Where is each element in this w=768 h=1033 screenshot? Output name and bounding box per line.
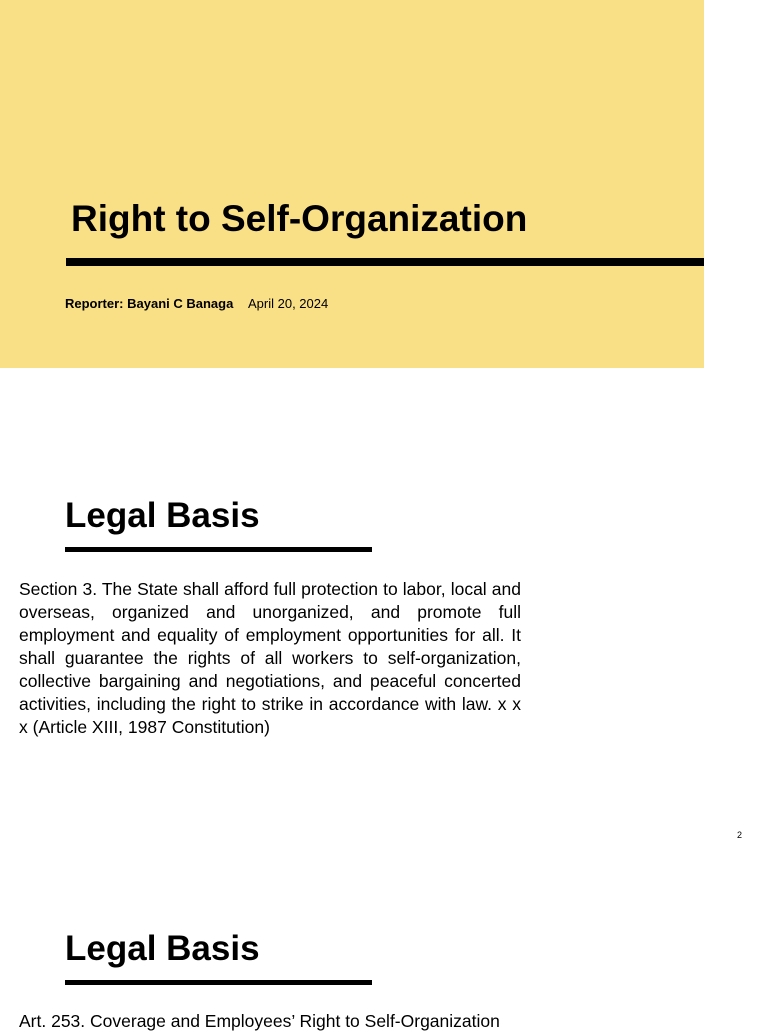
reporter-name: Reporter: Bayani C Banaga xyxy=(65,296,234,311)
section-heading: Legal Basis xyxy=(65,496,260,535)
heading-divider xyxy=(65,980,372,985)
slide-title: Right to Self-Organization xyxy=(71,198,528,239)
page-number: 2 xyxy=(737,830,743,840)
heading-divider xyxy=(65,547,372,552)
constitution-excerpt: Section 3. The State shall afford full protection to labor, local and overseas, organized and unorganized, and promote full employment and equality of employment opportunities for all. It shall guarantee the rights of all workers to self-organization, collective bargaining and negotiations, and peaceful concerted activities, including the right to strike in accordance with law. x x x (Article XIII, 1987 Constitution) xyxy=(19,579,521,737)
section-heading: Legal Basis xyxy=(65,929,260,968)
presentation-date: April 20, 2024 xyxy=(248,296,329,311)
title-divider xyxy=(66,258,704,266)
title-slide xyxy=(0,0,704,368)
labor-code-article: Art. 253. Coverage and Employees’ Right to Self-Organization xyxy=(19,1011,500,1031)
